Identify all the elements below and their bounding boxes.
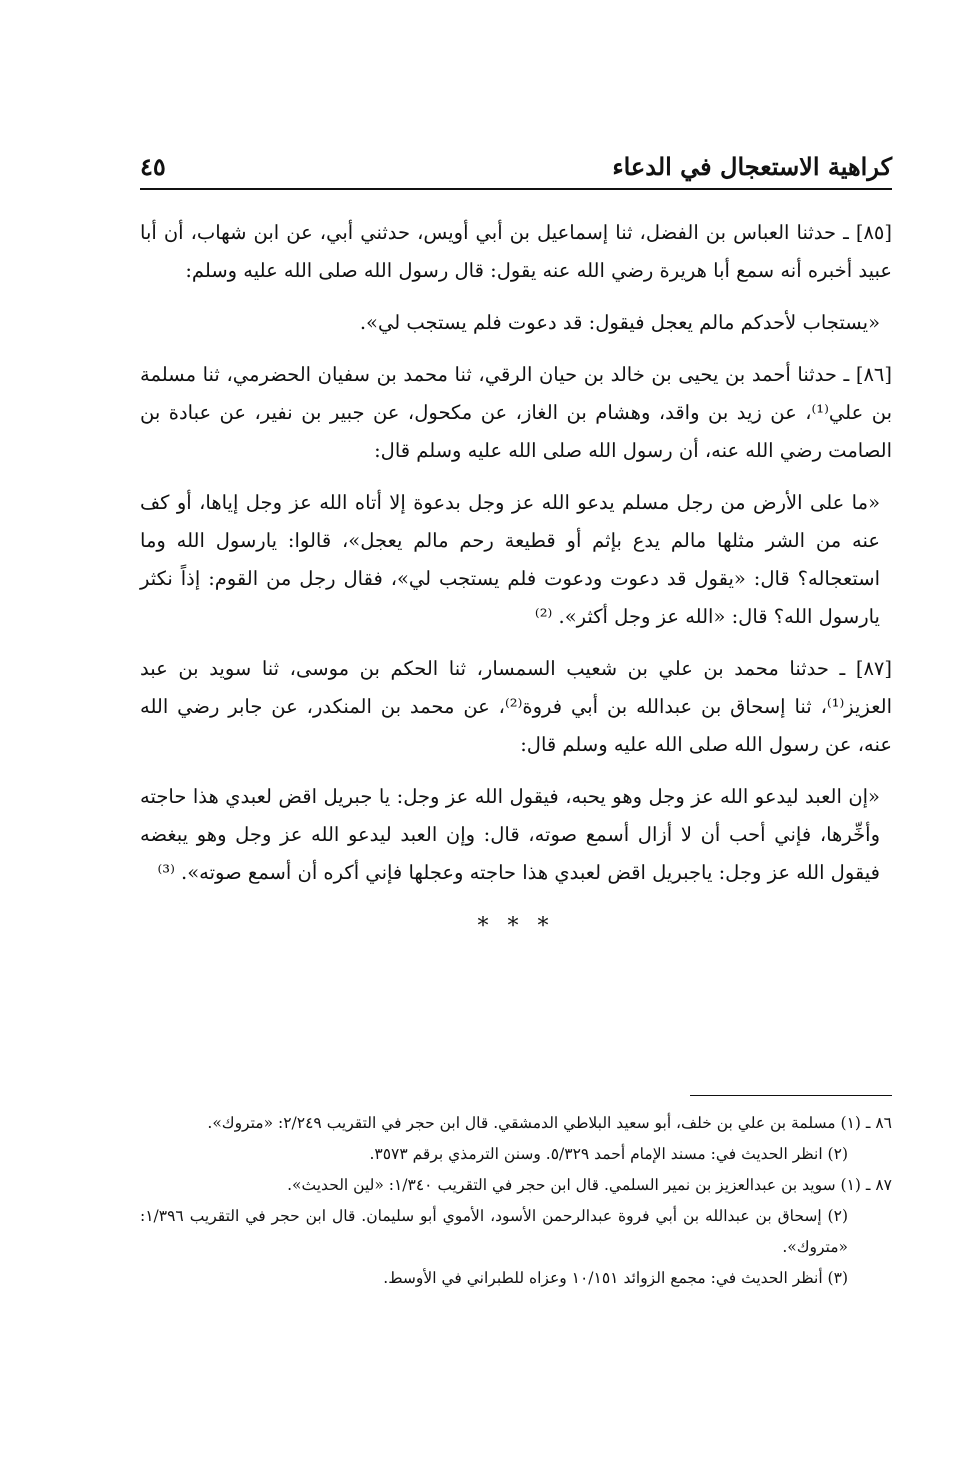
hadith-86-isnad: [٨٦] ـ حدثنا أحمد بن يحيى بن خالد بن حيان الرقي، ثنا محمد بن سفيان الحضرمي، ثنا مسلمة بن علي⁽¹⁾، عن زيد بن واقد، وهشام بن الغاز، عن مكحول، عن جبير بن نفير، عن عبادة بن الصامت رضي الله عنه، أن رسول الله صلى الله عليه وسلم قال:: [140, 363, 892, 462]
footnote-87-3: (٣) أنظر الحديث في: مجمع الزوائد ١٠/١٥١ وعزاه للطبراني في الأوسط.: [383, 1269, 848, 1287]
running-header: [140, 150, 892, 190]
footnote-divider: [690, 1095, 892, 1096]
hadith-85-isnad: [٨٥] ـ حدثنا العباس بن الفضل، ثنا إسماعيل بن أبي أويس، حدثني أبي، عن ابن شهاب، أن أبا عبيد أخبره أنه سمع أبا هريرة رضي الله عنه يقول: قال رسول الله صلى الله عليه وسلم:: [140, 221, 892, 282]
hadith-85-matn: «يستجاب لأحدكم مالم يعجل فيقول: قد دعوت فلم يستجب لي».: [359, 311, 880, 334]
section-separator: * * *: [477, 914, 555, 939]
footnote-86-2: (٢) انظر الحديث في: مسند الإمام أحمد ٥/٣٢٩. وسنن الترمذي برقم ٣٥٧٣.: [369, 1145, 848, 1163]
chapter-title: كراهية الاستعجال في الدعاء: [612, 152, 892, 181]
main-text: [140, 214, 892, 946]
header-divider: [140, 188, 892, 190]
footnotes: [140, 1108, 892, 1294]
footnote-87-1: ٨٧ ـ (١) سويد بن عبدالعزيز بن نمير السلمي. قال ابن حجر في التقريب ١/٣٤٠: «لين الحديث».: [287, 1176, 892, 1194]
footnote-87-2: (٢) إسحاق بن عبدالله بن أبي فروة عبدالرحمن الأسود، الأموي أبو سليمان. قال ابن حجر في التقريب ١/٣٩٦: «متروك».: [140, 1207, 848, 1256]
hadith-86-matn: «ما على الأرض من رجل مسلم يدعو الله عز وجل بدعوة إلا أتاه الله عز وجل إياها، أو كف عنه من الشر مثلها مالم يدع بإثم أو قطيعة رحم مالم يعجل»، قالوا: يارسول الله وما استعجاله؟ قال: «يقول قد دعوت ودعوت فلم يستجب لي»، فقال رجل من القوم: إذاً نكثر يارسول الله؟ قال: «الله عز وجل أكثر». ⁽²⁾: [140, 491, 880, 628]
hadith-87-matn: «إن العبد ليدعو الله عز وجل وهو يحبه، فيقول الله عز وجل: يا جبريل اقض لعبدي هذا حاجته وأخِّرها، فإني أحب أن لا أزال أسمع صوته، قال: وإن العبد ليدعو الله عز وجل وهو يبغضه فيقول الله عز وجل: ياجبريل اقض لعبدي هذا حاجته وعجلها فإني أكره أن أسمع صوته». ⁽³⁾: [140, 785, 880, 884]
hadith-87-isnad: [٨٧] ـ حدثنا محمد بن علي بن شعيب السمسار، ثنا الحكم بن موسى، ثنا سويد بن عبد العزيز⁽¹⁾، ثنا إسحاق بن عبدالله بن أبي فروة⁽²⁾، عن محمد بن المنكدر، عن جابر رضي الله عنه، عن رسول الله صلى الله عليه وسلم قال:: [140, 657, 893, 756]
footnote-86-1: ٨٦ ـ (١) مسلمة بن علي بن خلف، أبو سعيد البلاطي الدمشقي. قال ابن حجر في التقريب ٢/٢٤٩: «متروك».: [207, 1114, 892, 1132]
page-number: ٤٥: [140, 152, 166, 181]
